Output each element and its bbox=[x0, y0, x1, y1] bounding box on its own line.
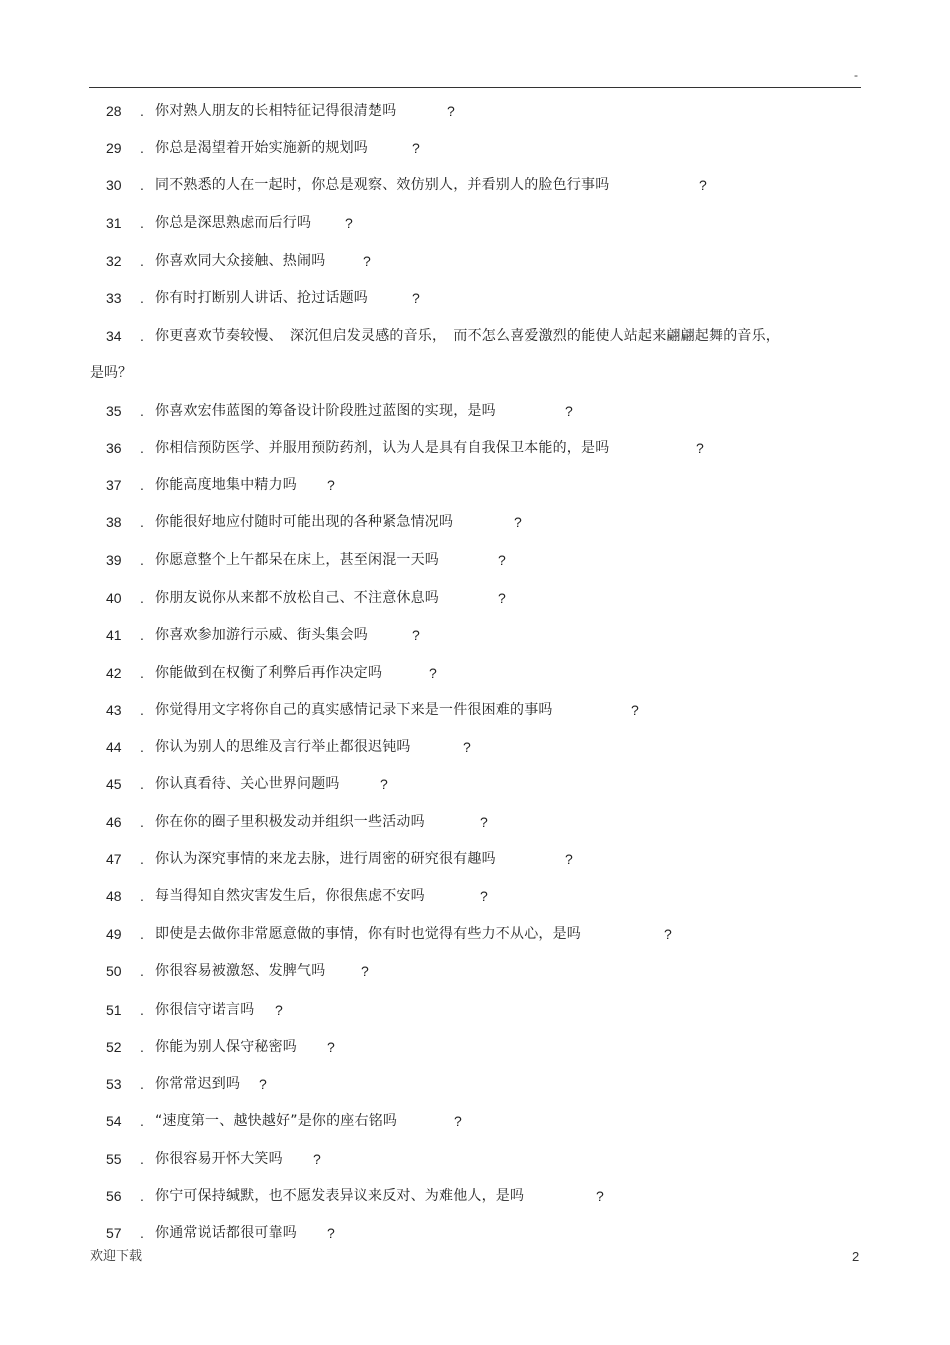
footer-welcome-text: 欢迎下载 bbox=[90, 1249, 143, 1264]
question-dot: . bbox=[140, 851, 144, 867]
question-dot: . bbox=[140, 290, 144, 306]
question-text: 你很容易开怀大笑吗 bbox=[155, 1151, 283, 1167]
question-mark: ? bbox=[412, 627, 420, 643]
question-dot: . bbox=[140, 1225, 144, 1241]
question-mark: ? bbox=[345, 215, 353, 231]
question-mark: ? bbox=[447, 103, 455, 119]
question-dot: . bbox=[140, 627, 144, 643]
question-number: 54 bbox=[106, 1113, 122, 1129]
question-text: 你觉得用文字将你自己的真实感情记录下来是一件很困难的事吗 bbox=[155, 702, 553, 718]
question-number: 47 bbox=[106, 851, 122, 867]
question-mark: ? bbox=[565, 403, 573, 419]
question-text: 你宁可保持缄默，也不愿发表异议来反对、为难他人，是吗 bbox=[155, 1188, 525, 1204]
question-dot: . bbox=[140, 253, 144, 269]
question-number: 51 bbox=[106, 1002, 122, 1018]
question-number: 40 bbox=[106, 590, 122, 606]
question-text: 你愿意整个上午都呆在床上，甚至闲混一天吗 bbox=[155, 552, 439, 568]
question-dot: . bbox=[140, 926, 144, 942]
question-dot: . bbox=[140, 776, 144, 792]
question-mark: ? bbox=[327, 1039, 335, 1055]
question-number: 28 bbox=[106, 103, 122, 119]
question-dot: . bbox=[140, 477, 144, 493]
question-mark: ? bbox=[480, 814, 488, 830]
question-dot: . bbox=[140, 1076, 144, 1092]
question-number: 41 bbox=[106, 627, 122, 643]
question-text: 你喜欢宏伟蓝图的筹备设计阶段胜过蓝图的实现，是吗 bbox=[155, 403, 496, 419]
question-text: 你很容易被激怒、发脾气吗 bbox=[155, 963, 326, 979]
question-text: 你喜欢同大众接触、热闹吗 bbox=[155, 253, 326, 269]
question-number: 45 bbox=[106, 776, 122, 792]
question-number: 30 bbox=[106, 177, 122, 193]
question-dot: . bbox=[140, 1039, 144, 1055]
question-text: 你在你的圈子里积极发动并组织一些活动吗 bbox=[155, 814, 425, 830]
question-number: 46 bbox=[106, 814, 122, 830]
question-number: 37 bbox=[106, 477, 122, 493]
question-number: 39 bbox=[106, 552, 122, 568]
question-dot: . bbox=[140, 814, 144, 830]
question-dot: . bbox=[140, 177, 144, 193]
question-text: 你朋友说你从来都不放松自己、不注意休息吗 bbox=[155, 590, 439, 606]
question-text: 你能高度地集中精力吗 bbox=[155, 477, 297, 493]
question-mark: ? bbox=[259, 1076, 267, 1092]
question-number: 32 bbox=[106, 253, 122, 269]
question-dot: . bbox=[140, 403, 144, 419]
question-dot: . bbox=[140, 963, 144, 979]
question-dot: . bbox=[140, 440, 144, 456]
question-dot: . bbox=[140, 702, 144, 718]
question-mark: ? bbox=[463, 739, 471, 755]
question-text: 即使是去做你非常愿意做的事情，你有时也觉得有些力不从心，是吗 bbox=[155, 926, 581, 942]
question-mark: ? bbox=[699, 177, 707, 193]
header-mark: - bbox=[854, 68, 858, 82]
question-text: 你认为深究事情的来龙去脉，进行周密的研究很有趣吗 bbox=[155, 851, 496, 867]
question-dot: . bbox=[140, 215, 144, 231]
question-text: 你有时打断别人讲话、抢过话题吗 bbox=[155, 290, 368, 306]
question-mark: ? bbox=[498, 590, 506, 606]
question-number: 50 bbox=[106, 963, 122, 979]
question-mark: ? bbox=[664, 926, 672, 942]
question-number: 35 bbox=[106, 403, 122, 419]
question-dot: . bbox=[140, 739, 144, 755]
question-dot: . bbox=[140, 103, 144, 119]
question-text: 你能为别人保守秘密吗 bbox=[155, 1039, 297, 1055]
question-number: 56 bbox=[106, 1188, 122, 1204]
question-continuation: 是吗？ bbox=[90, 365, 132, 381]
question-text: 你认为别人的思维及言行举止都很迟钝吗 bbox=[155, 739, 411, 755]
question-text: 你常常迟到吗 bbox=[155, 1076, 241, 1092]
question-text: 你通常说话都很可靠吗 bbox=[155, 1225, 297, 1241]
question-mark: ? bbox=[429, 665, 437, 681]
question-number: 49 bbox=[106, 926, 122, 942]
question-number: 43 bbox=[106, 702, 122, 718]
question-mark: ? bbox=[631, 702, 639, 718]
question-text: “速度第一、越快越好”是你的座右铭吗 bbox=[155, 1113, 398, 1129]
question-number: 34 bbox=[106, 328, 122, 344]
question-number: 38 bbox=[106, 514, 122, 530]
question-mark: ? bbox=[412, 290, 420, 306]
question-dot: . bbox=[140, 1188, 144, 1204]
question-text: 同不熟悉的人在一起时，你总是观察、效仿别人，并看别人的脸色行事吗 bbox=[155, 177, 610, 193]
question-text: 你总是深思熟虑而后行吗 bbox=[155, 215, 312, 231]
question-mark: ? bbox=[380, 776, 388, 792]
question-text: 你能很好地应付随时可能出现的各种紧急情况吗 bbox=[155, 514, 454, 530]
question-number: 48 bbox=[106, 888, 122, 904]
question-number: 53 bbox=[106, 1076, 122, 1092]
header-rule bbox=[89, 87, 861, 88]
question-dot: . bbox=[140, 514, 144, 530]
question-text: 你能做到在权衡了利弊后再作决定吗 bbox=[155, 665, 383, 681]
question-mark: ? bbox=[454, 1113, 462, 1129]
question-dot: . bbox=[140, 1113, 144, 1129]
question-dot: . bbox=[140, 1151, 144, 1167]
question-text: 你很信守诺言吗 bbox=[155, 1002, 255, 1018]
question-text: 你相信预防医学、并服用预防药剂，认为人是具有自我保卫本能的，是吗 bbox=[155, 440, 610, 456]
question-number: 52 bbox=[106, 1039, 122, 1055]
question-text: 你认真看待、关心世界问题吗 bbox=[155, 776, 340, 792]
question-number: 33 bbox=[106, 290, 122, 306]
question-dot: . bbox=[140, 590, 144, 606]
question-number: 55 bbox=[106, 1151, 122, 1167]
footer-page-number: 2 bbox=[852, 1249, 860, 1264]
question-number: 29 bbox=[106, 140, 122, 156]
question-number: 44 bbox=[106, 739, 122, 755]
question-dot: . bbox=[140, 328, 144, 344]
question-mark: ? bbox=[498, 552, 506, 568]
question-mark: ? bbox=[275, 1002, 283, 1018]
question-number: 57 bbox=[106, 1225, 122, 1241]
question-mark: ? bbox=[412, 140, 420, 156]
question-dot: . bbox=[140, 1002, 144, 1018]
question-mark: ? bbox=[361, 963, 369, 979]
question-mark: ? bbox=[565, 851, 573, 867]
question-mark: ? bbox=[696, 440, 704, 456]
question-dot: . bbox=[140, 888, 144, 904]
question-dot: . bbox=[140, 552, 144, 568]
question-mark: ? bbox=[480, 888, 488, 904]
question-text: 每当得知自然灾害发生后，你很焦虑不安吗 bbox=[155, 888, 425, 904]
question-dot: . bbox=[140, 140, 144, 156]
question-text: 你对熟人朋友的长相特征记得很清楚吗 bbox=[155, 103, 397, 119]
question-mark: ? bbox=[514, 514, 522, 530]
question-mark: ? bbox=[363, 253, 371, 269]
question-mark: ? bbox=[327, 477, 335, 493]
question-number: 42 bbox=[106, 665, 122, 681]
question-mark: ? bbox=[327, 1225, 335, 1241]
question-text: 你总是渴望着开始实施新的规划吗 bbox=[155, 140, 368, 156]
question-number: 31 bbox=[106, 215, 122, 231]
question-mark: ? bbox=[313, 1151, 321, 1167]
question-dot: . bbox=[140, 665, 144, 681]
question-text: 你喜欢参加游行示威、街头集会吗 bbox=[155, 627, 368, 643]
question-text: 你更喜欢节奏较慢、 深沉但启发灵感的音乐， 而不怎么喜爱激烈的能使人站起来翩翩起舞的音乐， bbox=[155, 328, 780, 344]
question-mark: ? bbox=[596, 1188, 604, 1204]
question-number: 36 bbox=[106, 440, 122, 456]
